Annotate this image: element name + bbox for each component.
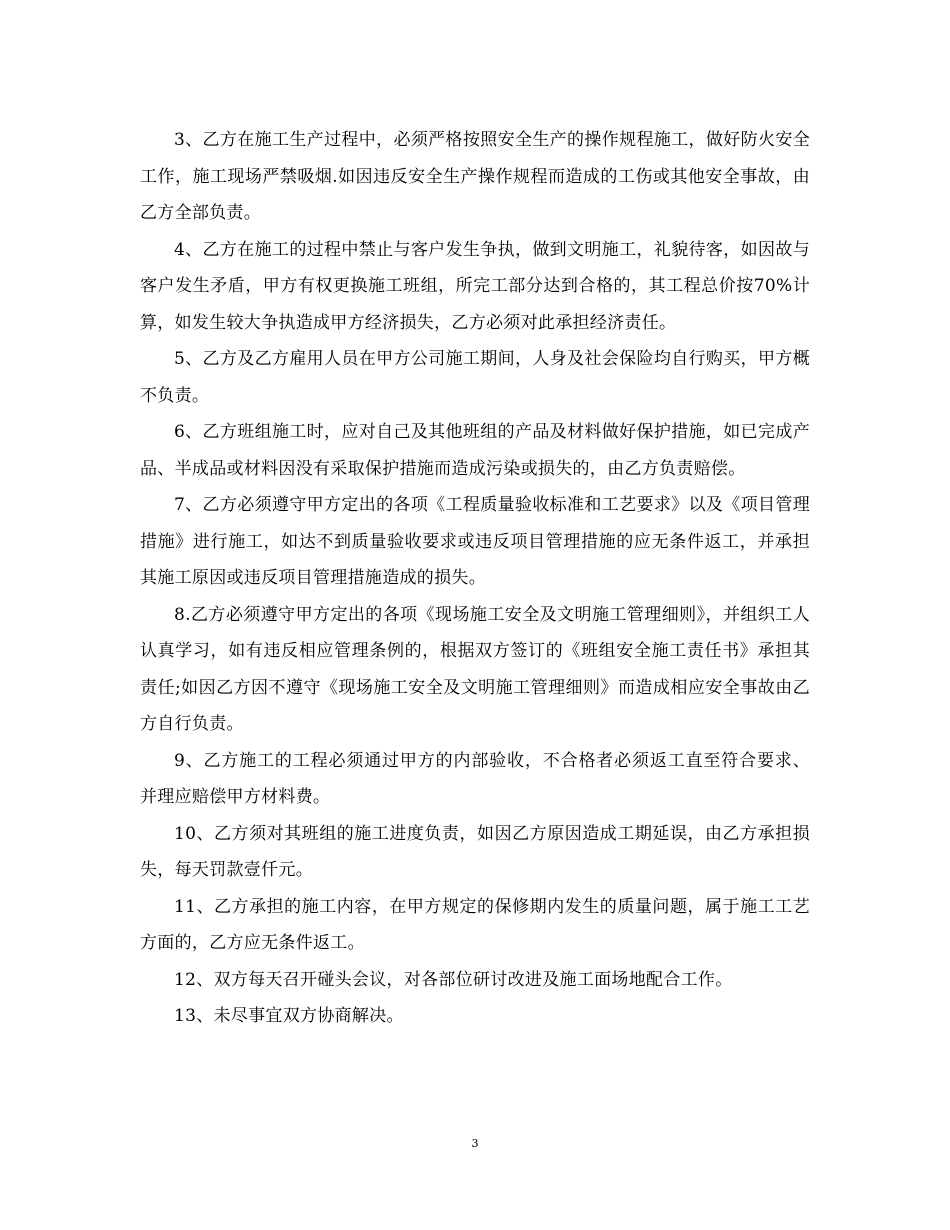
clause-13: 13、未尽事宜双方协商解决。 [174,1006,404,1026]
clause-5: 5、乙方及乙方雇用人员在甲方公司施工期间，人身及社会保险均自行购买，甲方概不负责。 [140,349,810,406]
clause-4: 4、乙方在施工的过程中禁止与客户发生争执，做到文明施工，礼貌待客，如因故与客户发生矛盾，甲方有权更换施工班组，所完工部分达到合格的，其工程总价按70%计算，如发生较大争执造成甲方经济损失，乙方必须对此承担经济责任。 [140,239,810,333]
clause-7: 7、乙方必须遵守甲方定出的各项《工程质量验收标准和工艺要求》以及《项目管理措施》进行施工，如达不到质量验收要求或违反项目管理措施的应无条件返工，并承担其施工原因或违反项目管理措施造成的损失。 [140,495,810,588]
clause-8: 8.乙方必须遵守甲方定出的各项《现场施工安全及文明施工管理细则》，并组织工人认真学习，如有违反相应管理条例的，根据双方签订的《班组安全施工责任书》承担其责任;如因乙方因不遵守《现场施工安全及文明施工管理细则》而造成相应安全事故由乙方自行负责。 [140,604,810,734]
clause-3: 3、乙方在施工生产过程中，必须严格按照安全生产的操作规程施工，做好防火安全工作，施工现场严禁吸烟.如因违反安全生产操作规程而造成的工伤或其他安全事故，由乙方全部负责。 [140,130,810,223]
clause-11: 11、乙方承担的施工内容，在甲方规定的保修期内发生的质量问题，属于施工工艺方面的，乙方应无条件返工。 [140,896,810,953]
clause-12: 12、双方每天召开碰头会议，对各部位研讨改进及施工面场地配合工作。 [174,969,733,990]
clause-10: 10、乙方须对其班组的施工进度负责，如因乙方原因造成工期延误，由乙方承担损失，每天罚款壹仟元。 [140,823,810,880]
clause-9: 9、乙方施工的工程必须通过甲方的内部验收，不合格者必须返工直至符合要求、 并理应赔偿甲方材料费。 [140,750,810,807]
clause-6: 6、乙方班组施工时，应对自己及其他班组的产品及材料做好保护措施，如已完成产品、半成品或材料因没有采取保护措施而造成污染或损失的，由乙方负责赔偿。 [140,422,810,479]
page-number: 3 [471,1137,479,1150]
document-body [140,122,810,1035]
